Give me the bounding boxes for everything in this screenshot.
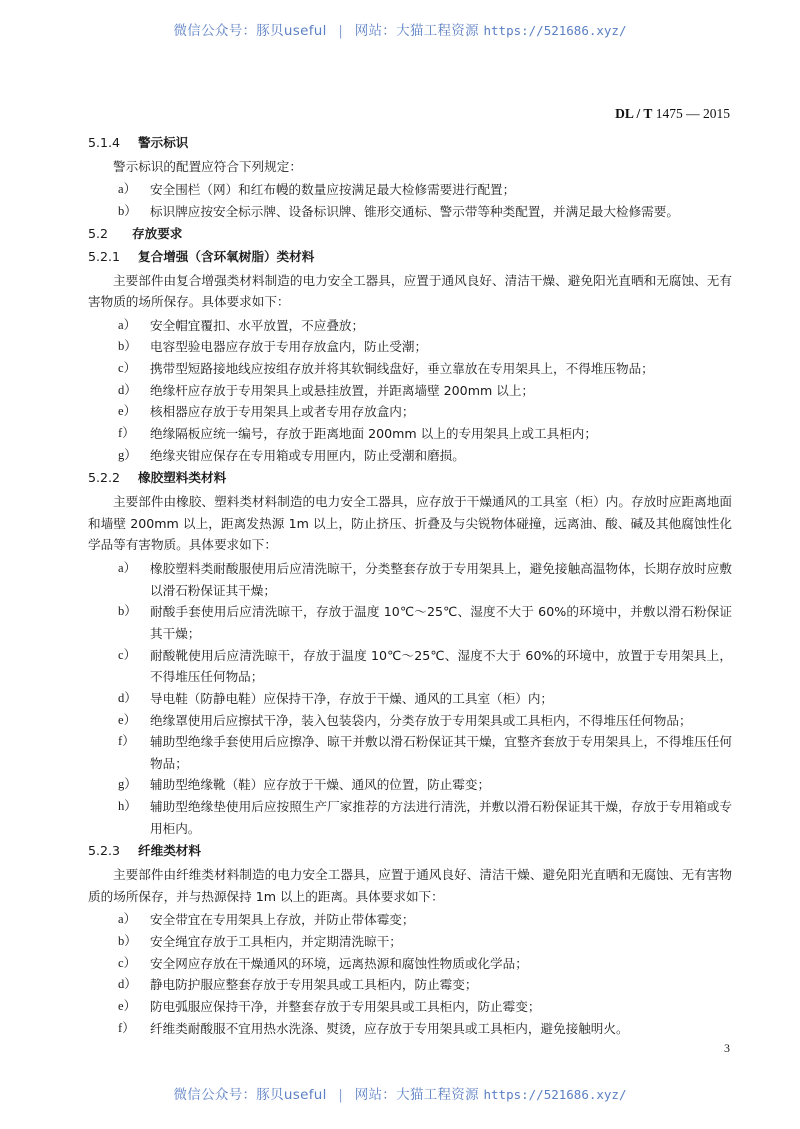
section-number: 5.2.2 (88, 470, 121, 486)
section-heading (88, 247, 732, 267)
list-item-marker: f） (118, 426, 135, 441)
section-intro: 警示标识的配置应符合下列规定： (113, 158, 302, 174)
list-item (88, 731, 732, 774)
section-number: 5.2.1 (88, 249, 121, 264)
standard-number-value: 1475 — 2015 (655, 106, 730, 121)
list-item-text: 耐酸手套使用后应清洗晾干，存放于温度 10℃～25℃、湿度不大于 60%的环境中，并敷以滑石粉保证其干燥； (150, 604, 732, 641)
section-title: 警示标识 (138, 135, 189, 150)
section-number: 5.2.3 (88, 843, 121, 859)
section-5-1-4 (88, 133, 732, 222)
list-item-text: 安全绳宜存放于工具柜内，并定期清洗晾干； (150, 933, 402, 949)
watermark-site-label: 网站：大猫工程资源 (354, 23, 479, 39)
list-item-marker: b） (118, 339, 137, 354)
list-item (88, 909, 732, 931)
list-item-marker: f） (118, 1020, 135, 1035)
list-item-text: 辅助型绝缘靴（鞋）应存放于干燥、通风的位置，防止霉变； (150, 777, 491, 793)
watermark-url: https://521686.xyz/ (483, 23, 627, 38)
document-body (88, 133, 732, 1039)
list-item-marker: c） (118, 955, 137, 970)
section-heading (88, 224, 732, 244)
watermark-site-label: 网站：大猫工程资源 (354, 1087, 479, 1103)
list-item-text: 绝缘夹钳应保存在专用箱或专用匣内，防止受潮和磨损。 (150, 447, 465, 463)
section-intro: 主要部件由复合增强类材料制造的电力安全工器具，应置于通风良好、清洁干燥、避免阳光直晒和无腐蚀、无有害物质的场所保存。具体要求如下： (88, 272, 732, 310)
list-item-marker: h） (118, 799, 137, 814)
list-item-marker: c） (118, 361, 137, 376)
section-title: 复合增强（含环氧树脂）类材料 (138, 249, 315, 264)
list-item (88, 601, 732, 644)
list-item-text: 核相器应存放于专用架具上或者专用存放盒内； (150, 404, 415, 420)
standard-number (615, 106, 730, 122)
section-heading (88, 133, 732, 153)
list-item (88, 423, 732, 445)
list-item-marker: g） (118, 777, 137, 792)
list-item (88, 201, 732, 223)
section-list (88, 179, 732, 222)
list-item-text: 橡胶塑料类耐酸服使用后应清洗晾干，分类整套存放于专用架具上，避免接触高温物体，长期存放时应敷以滑石粉保证其干燥； (150, 560, 732, 598)
list-item (88, 179, 732, 201)
list-item-marker: a） (118, 912, 137, 927)
list-item-marker: b） (118, 604, 137, 619)
list-item-text: 标识牌应按安全标示牌、设备标识牌、锥形交通标、警示带等种类配置，并满足最大检修需要。 (150, 203, 679, 219)
section-heading (88, 468, 732, 488)
list-item (88, 974, 732, 996)
list-item-text: 静电防护服应整套存放于专用架具或工具柜内，防止霉变； (150, 977, 478, 993)
list-item-text: 安全帽宜覆扣、水平放置，不应叠放； (150, 317, 365, 333)
watermark-top (0, 19, 800, 39)
section-list (88, 315, 732, 467)
section-number: 5.2 (88, 226, 109, 242)
list-item-text: 绝缘罩使用后应擦拭干净，装入包装袋内，分类存放于专用架具或工具柜内，不得堆压任何物品； (150, 712, 692, 728)
list-item (88, 931, 732, 953)
list-item-marker: d） (118, 977, 137, 992)
list-item-marker: b） (118, 933, 137, 948)
list-item-marker: d） (118, 382, 137, 397)
list-item-text: 电容型验电器应存放于专用存放盒内，防止受潮； (150, 339, 428, 355)
list-item (88, 774, 732, 796)
list-item-text: 绝缘杆应存放于专用架具上或悬挂放置，并距离墙壁 200mm 以上； (150, 382, 535, 398)
list-item-text: 绝缘隔板应统一编号，存放于距离地面 200mm 以上的专用架具上或工具柜内； (150, 426, 597, 442)
list-item (88, 953, 732, 975)
list-item-marker: g） (118, 447, 137, 462)
section-intro: 主要部件由纤维类材料制造的电力安全工器具，应置于通风良好、清洁干燥、避免阳光直晒和无腐蚀、无有害物质的场所保存，并与热源保持 1m 以上的距离。具体要求如下： (88, 866, 732, 904)
watermark-wechat-label: 微信公众号：豚贝useful (173, 23, 327, 39)
list-item (88, 401, 732, 423)
section-5-2-2 (88, 468, 732, 839)
watermark-wechat-label: 微信公众号：豚贝useful (173, 1087, 327, 1103)
list-item-text: 耐酸靴使用后应清洗晾干，存放于温度 10℃～25℃、湿度不大于 60%的环境中，放置于专用架具上，不得堆压任何物品； (150, 647, 732, 685)
list-item-marker: c） (118, 647, 137, 662)
list-item (88, 996, 732, 1018)
list-item (88, 445, 732, 467)
list-item (88, 688, 732, 710)
standard-number-prefix: DL / T (615, 106, 653, 121)
list-item-text: 安全网应存放在干燥通风的环境，远离热源和腐蚀性物质或化学品； (150, 955, 528, 971)
list-item (88, 796, 732, 839)
watermark-separator: | (338, 23, 344, 39)
section-intro: 主要部件由橡胶、塑料类材料制造的电力安全工器具，应存放于干燥通风的工具室（柜）内。存放时应距离地面和墙壁 200mm 以上，距离发热源 1m 以上，防止挤压、折叠及与尖锐物体碰撞，远离油、酸、碱及其他腐蚀性化学品等有害物质。具体要求如下： (88, 493, 732, 553)
list-item (88, 645, 732, 688)
section-heading (88, 841, 732, 861)
list-item (88, 1018, 732, 1040)
list-item (88, 315, 732, 337)
list-item-marker: e） (118, 998, 137, 1013)
section-list (88, 558, 732, 840)
list-item (88, 558, 732, 601)
list-item-text: 安全围栏（网）和红布幔的数量应按满足最大检修需要进行配置； (150, 182, 516, 198)
list-item-text: 导电鞋（防静电鞋）应保持干净，存放于干燥、通风的工具室（柜）内； (150, 690, 553, 706)
list-item-text: 辅助型绝缘手套使用后应擦净、晾干并敷以滑石粉保证其干燥，宜整齐套放于专用架具上，不得堆压任何物品； (150, 734, 732, 771)
list-item-text: 携带型短路接地线应按组存放并将其软铜线盘好，垂立靠放在专用架具上，不得堆压物品； (150, 361, 654, 377)
list-item-text: 辅助型绝缘垫使用后应按照生产厂家推荐的方法进行清洗，并敷以滑石粉保证其干燥，存放于专用箱或专用柜内。 (150, 799, 732, 836)
list-item-marker: e） (118, 404, 137, 419)
watermark-bottom (0, 1083, 800, 1103)
section-5-2-3 (88, 841, 732, 1039)
section-title: 纤维类材料 (138, 843, 201, 859)
list-item-marker: e） (118, 712, 137, 727)
list-item-marker: a） (118, 560, 137, 575)
list-item-marker: d） (118, 690, 137, 705)
section-5-2-1 (88, 247, 732, 466)
list-item (88, 380, 732, 402)
section-title: 橡胶塑料类材料 (138, 470, 227, 486)
list-item (88, 358, 732, 380)
section-list (88, 909, 732, 1039)
list-item-marker: f） (118, 734, 135, 749)
page-number: 3 (724, 1041, 730, 1055)
section-number: 5.1.4 (88, 135, 121, 150)
watermark-separator: | (338, 1087, 344, 1103)
list-item (88, 710, 732, 732)
list-item-marker: b） (118, 203, 137, 218)
list-item-text: 纤维类耐酸服不宜用热水洗涤、熨烫，应存放于专用架具或工具柜内，避免接触明火。 (150, 1020, 629, 1036)
watermark-url: https://521686.xyz/ (483, 1087, 627, 1102)
list-item-marker: a） (118, 182, 137, 197)
list-item-text: 安全带宜在专用架具上存放，并防止带体霉变； (150, 912, 415, 928)
section-5-2 (88, 224, 732, 244)
section-title: 存放要求 (132, 226, 183, 242)
list-item-text: 防电弧服应保持干净，并整套存放于专用架具或工具柜内，防止霉变； (150, 998, 541, 1014)
list-item-marker: a） (118, 317, 137, 332)
list-item (88, 336, 732, 358)
